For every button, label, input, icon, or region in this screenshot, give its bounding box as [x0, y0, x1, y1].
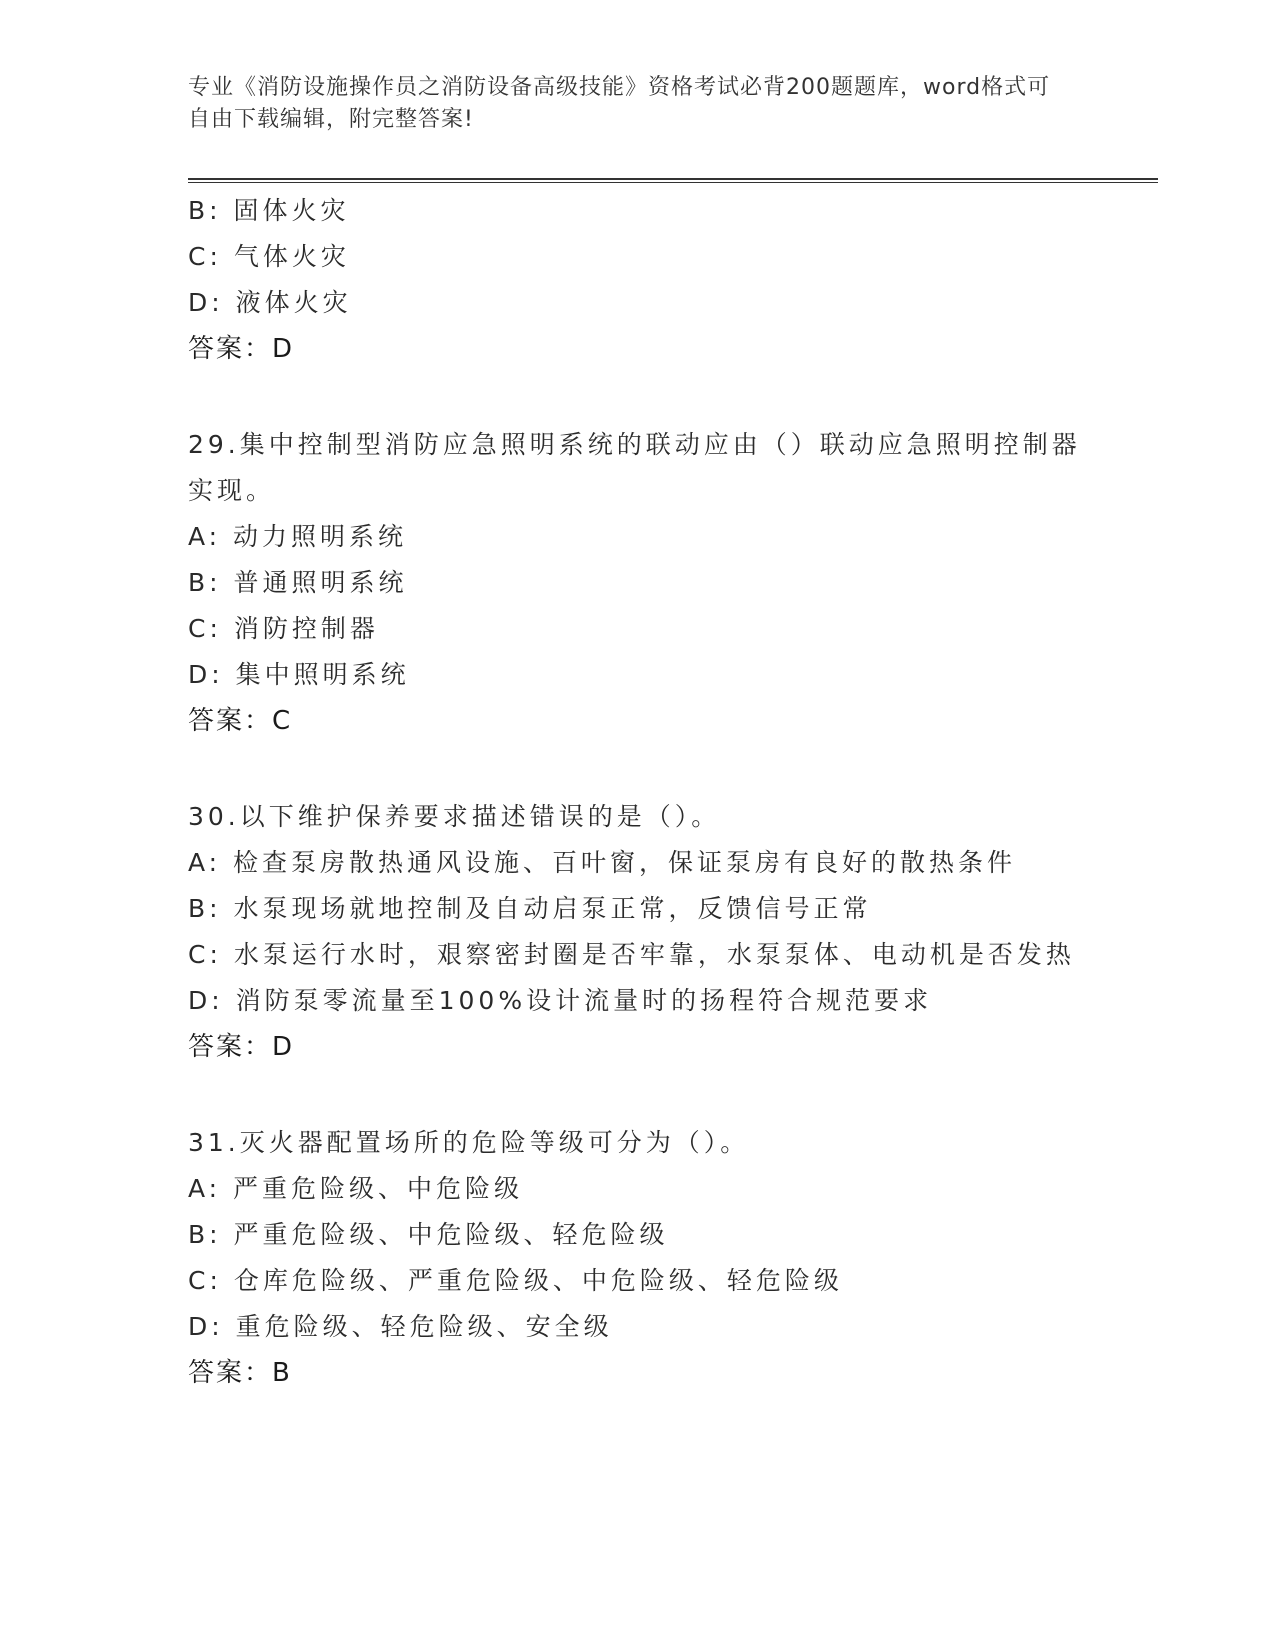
- option-b: B: 水泵现场就地控制及自动启泵正常，反馈信号正常: [188, 894, 872, 923]
- page-header: 专业《消防设施操作员之消防设备高级技能》资格考试必背200题题库，word格式可自由下载编辑，附完整答案!: [188, 75, 1051, 132]
- question-block-29: [188, 422, 1088, 744]
- question-stem: 31.灭火器配置场所的危险等级可分为（）。: [188, 1128, 750, 1157]
- question-list: [188, 188, 1088, 1396]
- question-block-31: [188, 1120, 1088, 1396]
- option-d: D: 消防泵零流量至100%设计流量时的扬程符合规范要求: [188, 986, 933, 1015]
- option-a: A: 动力照明系统: [188, 522, 408, 551]
- option-c: C: 仓库危险级、严重危险级、中危险级、轻危险级: [188, 1266, 843, 1295]
- option-a: A: 严重危险级、中危险级: [188, 1174, 524, 1203]
- question-stem: 30.以下维护保养要求描述错误的是（）。: [188, 802, 721, 831]
- answer-label: 答案：D: [188, 1032, 295, 1062]
- option-c: C: 消防控制器: [188, 614, 379, 643]
- header-divider: [188, 178, 1158, 183]
- option-d: D: 重危险级、轻危险级、安全级: [188, 1312, 613, 1341]
- option-d: D: 液体火灾: [188, 288, 352, 317]
- option-d: D: 集中照明系统: [188, 660, 410, 689]
- question-block-28: [188, 188, 1088, 372]
- option-b: B: 严重危险级、中危险级、轻危险级: [188, 1220, 669, 1249]
- question-block-30: [188, 794, 1088, 1070]
- question-stem: 29.集中控制型消防应急照明系统的联动应由（）联动应急照明控制器实现。: [188, 430, 1081, 505]
- option-c: C: 水泵运行水时，艰察密封圈是否牢靠，水泵泵体、电动机是否发热: [188, 940, 1075, 969]
- answer-label: 答案：D: [188, 334, 295, 364]
- option-b: B: 普通照明系统: [188, 568, 408, 597]
- answer-label: 答案：B: [188, 1358, 292, 1388]
- option-b: B: 固体火灾: [188, 196, 350, 225]
- option-c: C: 气体火灾: [188, 242, 350, 271]
- answer-label: 答案：C: [188, 706, 293, 736]
- option-a: A: 检查泵房散热通风设施、百叶窗，保证泵房有良好的散热条件: [188, 848, 1017, 877]
